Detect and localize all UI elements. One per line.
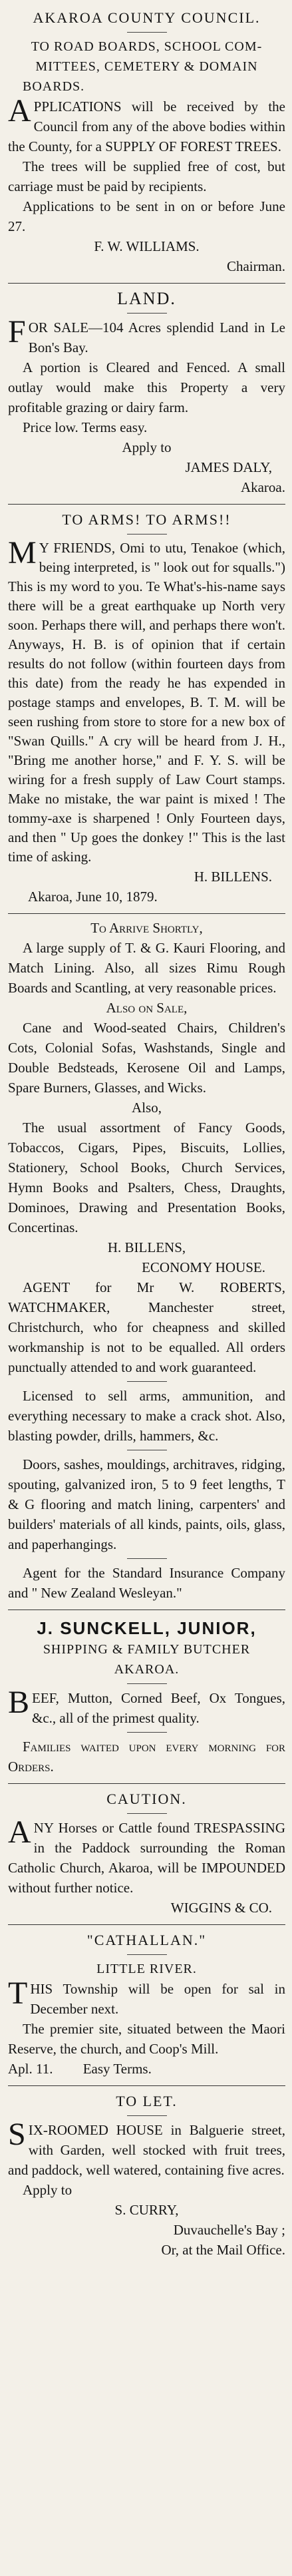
divider xyxy=(127,1954,167,1955)
ad-body: Doors, sashes, mouldings, architraves, ridging, spouting, galvanized iron, 5 to 9 feet lengths, T & G flooring and match lining, carpenters' and builders' materials of all kinds, paints, oils, glass, and paperhangings. xyxy=(8,1456,285,1552)
ad-body: Price low. Terms easy. xyxy=(23,419,148,435)
ad-body: Families waited upon every morning for Orders. xyxy=(8,1739,285,1775)
divider xyxy=(127,2115,167,2116)
section-heading: To Arrive Shortly, xyxy=(90,920,203,936)
caution-notice xyxy=(8,1784,285,1925)
ad-body: BEEF, Mutton, Corned Beef, Ox Tongues, &c., all of the primest quality. xyxy=(8,1685,285,1726)
ad-body: The premier site, situated between the Maori Reserve, the church, and Coop's Mill. xyxy=(8,2021,285,2057)
cathallan-township-ad xyxy=(8,1925,285,2086)
ad-body: THIS Township will be open for sal in December next. xyxy=(8,1976,285,2017)
apply-label: Apply to xyxy=(122,439,172,455)
section-heading: Also, xyxy=(132,1100,162,1116)
place-line: AKAROA. xyxy=(114,1662,180,1677)
advertiser-name: S. CURRY, xyxy=(114,2202,179,2218)
notice-body: MY FRIENDS, Omi to utu, Tenakoe (which, being interpreted, is " look out for squalls.") This is my word to you. Te What's-his-name says there will be a great earthquake up North very soon. Perhaps there will, and perhaps there won't. Anyways, H. B. is of opinion that if certain results do not follow (within fourteen days from this date) from the ready he has expended in postage stamps and envelopes, B. T. M. will be seen rushing from store to store for a new box of "Swan Quills." A cry will be heard from J. H., "Bring me another horse," and F. Y. S. will be wiring for a fresh supply of Law Court stamps. Make no mistake, the war paint is mixed ! The tommy-axe is sharpened ! Only Fourteen days, and then " Up goes the donkey !" This is the last time of asking. xyxy=(8,535,285,865)
advertiser-name: JAMES DALY, xyxy=(185,459,272,475)
ad-body: A portion is Cleared and Fenced. A small outlay would make this Property a very profitable grazing or dairy farm. xyxy=(8,359,285,415)
trade-line: SHIPPING & FAMILY BUTCHER xyxy=(43,1642,251,1657)
notice-subheading: MITTEES, CEMETERY & DOMAIN xyxy=(35,59,258,74)
dateline: Apl. 11. xyxy=(8,2061,53,2077)
divider xyxy=(127,1732,167,1733)
signature-name: F. W. WILLIAMS. xyxy=(94,238,200,254)
signature-name: WIGGINS & CO. xyxy=(170,1900,272,1916)
notice-subheading: TO ROAD BOARDS, SCHOOL COM- xyxy=(31,39,263,54)
to-arms-notice xyxy=(8,505,285,914)
apply-label: Apply to xyxy=(23,2182,73,2198)
advertiser-name: H. BILLENS, xyxy=(107,1239,186,1255)
notice-body: ANY Horses or Cattle found TRESPASSING in the Paddock surrounding the Roman Catholic Church, Akaroa, will be IMPOUNDED without further notice. xyxy=(8,1815,285,1896)
county-council-notice xyxy=(8,3,285,284)
business-name: ECONOMY HOUSE. xyxy=(142,1259,265,1275)
advertiser-name: J. SUNCKELL, JUNIOR, xyxy=(37,1618,257,1638)
ad-heading: TO LET. xyxy=(116,2093,178,2109)
divider xyxy=(127,1381,167,1382)
notice-heading: TO ARMS! TO ARMS!! xyxy=(62,511,231,528)
advertiser-alt: Or, at the Mail Office. xyxy=(161,2242,285,2258)
ad-subheading: LITTLE RIVER. xyxy=(96,1962,197,1976)
advertiser-place: Duvauchelle's Bay ; xyxy=(173,2222,285,2238)
ad-body: The usual assortment of Fancy Goods, Tobaccos, Cigars, Pipes, Biscuits, Lollies, Stationery, School Books, Church Services, Hymn Books and Psalters, Chess, Draughts, Dominoes, Drawing and Presentation Books, Concertinas. xyxy=(8,1120,285,1235)
divider xyxy=(127,1813,167,1814)
section-heading: Also on Sale, xyxy=(106,1000,188,1016)
dateline: Akaroa, June 10, 1879. xyxy=(28,889,158,905)
ad-body: Agent for the Standard Insurance Company and " New Zealand Wesleyan." xyxy=(8,1565,285,1601)
divider xyxy=(127,32,167,33)
ad-body: Cane and Wood-seated Chairs, Children's Cots, Colonial Sofas, Washstands, Single and Double Bedsteads, Kerosene Oil and Lamps, Spare Burners, Glasses, and Wicks. xyxy=(8,1020,285,1096)
billens-economy-house-ad xyxy=(8,914,285,1610)
notice-body: Applications to be sent in on or before June 27. xyxy=(8,198,285,234)
divider xyxy=(127,1558,167,1559)
ad-body: Licensed to sell arms, ammunition, and everything necessary to make a crack shot. Also, blasting powder, drills, hammers, &c. xyxy=(8,1388,285,1444)
divider xyxy=(127,534,167,535)
to-let-ad xyxy=(8,2086,285,2266)
notice-heading: AKAROA COUNTY COUNCIL. xyxy=(33,9,261,26)
ad-heading: "CATHALLAN." xyxy=(86,1932,207,1948)
notice-body: APPLICATIONS will be received by the Council from any of the above bodies within the County, for a SUPPLY OF FOREST TREES. xyxy=(8,93,285,154)
advertiser-place: Akaroa. xyxy=(240,479,285,495)
ad-body: FOR SALE—104 Acres splendid Land in Le Bon's Bay. xyxy=(8,314,285,355)
divider xyxy=(127,313,167,314)
dateline-row xyxy=(8,2059,285,2079)
sunckell-butcher-ad xyxy=(8,1610,285,1784)
ad-body: SIX-ROOMED HOUSE in Balguerie street, with Garden, well stocked with fruit trees, and paddock, well watered, containing five acres. xyxy=(8,2117,285,2178)
ad-body: A large supply of T. & G. Kauri Flooring, and Match Lining. Also, all sizes Rimu Rough Boards and Scantling, at very reasonable prices. xyxy=(8,940,285,996)
signature-name: H. BILLENS. xyxy=(194,869,272,885)
terms: Easy Terms. xyxy=(82,2061,152,2077)
notice-body: The trees will be supplied free of cost, but carriage must be paid by recipients. xyxy=(8,158,285,194)
notice-subheading: BOARDS. xyxy=(23,79,85,94)
ad-heading: LAND. xyxy=(117,289,176,308)
divider xyxy=(127,1683,167,1684)
signature-title: Chairman. xyxy=(226,258,285,274)
notice-heading: CAUTION. xyxy=(106,1791,187,1807)
ad-body: AGENT for Mr W. ROBERTS, WATCHMAKER, Manchester street, Christchurch, who for cheapness and skilled workmanship is not to be equalled. All orders punctually attended to and work guaranteed. xyxy=(8,1279,285,1375)
land-sale-ad xyxy=(8,284,285,505)
